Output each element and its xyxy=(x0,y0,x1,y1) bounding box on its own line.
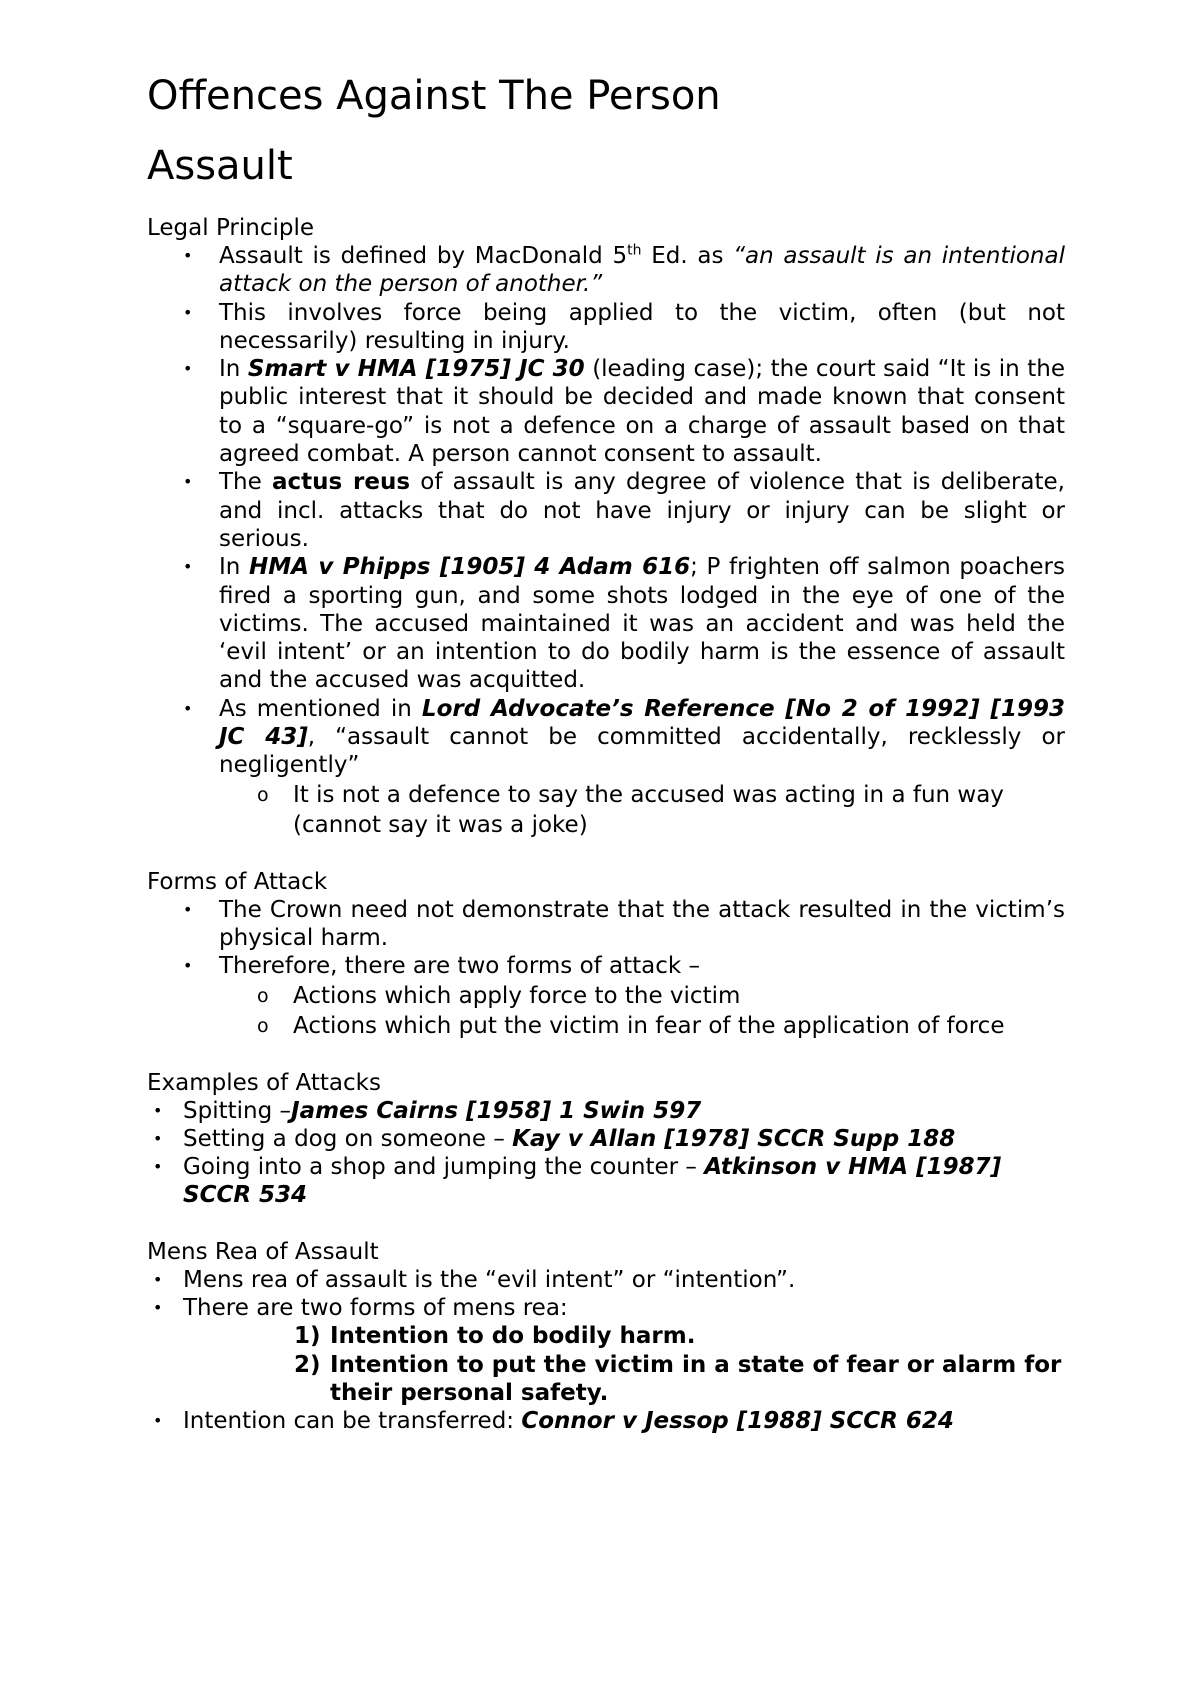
case-citation: Lord Advocate’s Reference [No 2 of 1992] [1993 JC 43] xyxy=(219,695,1065,751)
sub-bullet-icon: o xyxy=(257,984,269,1007)
legal-principle-section xyxy=(147,214,1065,840)
bullet-icon: • xyxy=(153,1100,163,1120)
list-item: • Assault is defined by MacDonald 5th Ed. as “an assault is an intentional attack on the person of another.” xyxy=(183,242,1065,298)
bullet-list xyxy=(147,896,1065,981)
bullet-icon: • xyxy=(153,1128,163,1148)
bold-term: actus reus xyxy=(271,469,411,496)
list-item: • This involves force being applied to the victim, often (but not necessarily) resulting in injury. xyxy=(183,299,1065,354)
bullet-list xyxy=(147,1097,1065,1210)
page-title: Offences Against The Person xyxy=(147,73,721,119)
sub-list-item: o It is not a defence to say the accused was acting in a fun way (cannot say it was a joke) xyxy=(257,781,1004,838)
bullet-icon: • xyxy=(153,1298,163,1318)
list-item: • Setting a dog on someone – Kay v Allan [1978] SCCR Supp 188 xyxy=(153,1125,956,1152)
document-page xyxy=(147,68,1065,1436)
case-citation: Kay v Allan [1978] SCCR Supp 188 xyxy=(512,1125,956,1152)
sub-list-item: o Actions which apply force to the victim xyxy=(257,982,741,1009)
bullet-list xyxy=(147,1407,1065,1435)
case-citation: James Cairns [1958] 1 Swin 597 xyxy=(291,1097,702,1124)
bullet-list xyxy=(147,1266,1065,1323)
list-item: • In HMA v Phipps [1905] 4 Adam 616; P frighten off salmon poachers fired a sporting gun, and some shots lodged in the eye of one of the victims. The accused maintained it was an accident and was held the ‘evil intent’ or an intention to do bodily harm is the essence of assault and the accused was acquitted. xyxy=(183,554,1065,694)
list-item: • As mentioned in Lord Advocate’s Reference [No 2 of 1992] [1993 JC 43], “assault cannot be committed accidentally, recklessly or negligently” xyxy=(183,695,1065,779)
list-item: • In Smart v HMA [1975] JC 30 (leading case); the court said “It is in the public interest that it should be decided and made known that consent to a “square-go” is not a defence on a charge of assault based on that agreed combat. A person cannot consent to assault. xyxy=(183,356,1065,468)
list-item: • Intention can be transferred: Connor v Jessop [1988] SCCR 624 xyxy=(153,1408,954,1435)
bullet-icon: • xyxy=(183,557,193,577)
list-item: • The actus reus of assault is any degree of violence that is deliberate, and incl. attacks that do not have injury or injury can be slight or serious. xyxy=(183,469,1065,552)
item-number: 2) xyxy=(294,1351,321,1378)
bullet-icon: • xyxy=(183,246,193,265)
sub-bullet-icon: o xyxy=(257,1014,269,1037)
page-subtitle: Assault xyxy=(147,143,293,189)
section-heading: Examples of Attacks xyxy=(147,1069,381,1096)
bullet-icon: • xyxy=(153,1269,163,1289)
sub-bullet-list xyxy=(147,981,1065,1041)
section-heading: Mens Rea of Assault xyxy=(147,1238,379,1265)
quote-text: “an assault is an intentional attack on the person of another.” xyxy=(219,243,1065,298)
list-item: • Going into a shop and jumping the counter – Atkinson v HMA [1987] SCCR 534 xyxy=(153,1154,1002,1209)
bullet-list xyxy=(147,242,1065,780)
bullet-icon: • xyxy=(183,956,193,976)
section-heading: Forms of Attack xyxy=(147,868,328,895)
case-citation: Smart v HMA [1975] JC 30 xyxy=(247,356,585,383)
list-item: • Therefore, there are two forms of attack – xyxy=(183,953,701,980)
item-number: 1) xyxy=(294,1323,321,1350)
numbered-item: 1) Intention to do bodily harm. xyxy=(294,1323,696,1350)
sub-bullet-list xyxy=(147,780,1065,840)
sub-list-item: o Actions which put the victim in fear of the application of force xyxy=(257,1012,1005,1039)
list-item: • The Crown need not demonstrate that the attack resulted in the victim’s physical harm. xyxy=(183,896,1065,951)
bullet-icon: • xyxy=(183,472,193,492)
section-heading: Legal Principle xyxy=(147,215,315,241)
case-citation: HMA v Phipps [1905] 4 Adam 616 xyxy=(249,554,691,581)
bullet-icon: • xyxy=(183,899,193,919)
bullet-icon: • xyxy=(183,359,193,379)
mens-rea-section xyxy=(147,1238,1065,1436)
examples-section xyxy=(147,1069,1065,1210)
bullet-icon: • xyxy=(153,1157,163,1177)
list-item: • Mens rea of assault is the “evil intent” or “intention”. xyxy=(153,1266,796,1293)
numbered-list xyxy=(147,1322,1065,1407)
sub-bullet-icon: o xyxy=(257,783,269,806)
case-citation: Connor v Jessop [1988] SCCR 624 xyxy=(521,1408,954,1435)
case-citation: Atkinson v HMA [1987] SCCR 534 xyxy=(183,1154,1002,1209)
bullet-icon: • xyxy=(183,698,193,718)
list-item: • There are two forms of mens rea: xyxy=(153,1295,568,1322)
bullet-icon: • xyxy=(183,302,193,322)
bullet-icon: • xyxy=(153,1411,163,1431)
numbered-item: 2) Intention to put the victim in a state of fear or alarm for their personal safety. xyxy=(294,1351,1062,1406)
list-item: • Spitting –James Cairns [1958] 1 Swin 597 xyxy=(153,1097,702,1124)
forms-of-attack-section xyxy=(147,868,1065,1041)
